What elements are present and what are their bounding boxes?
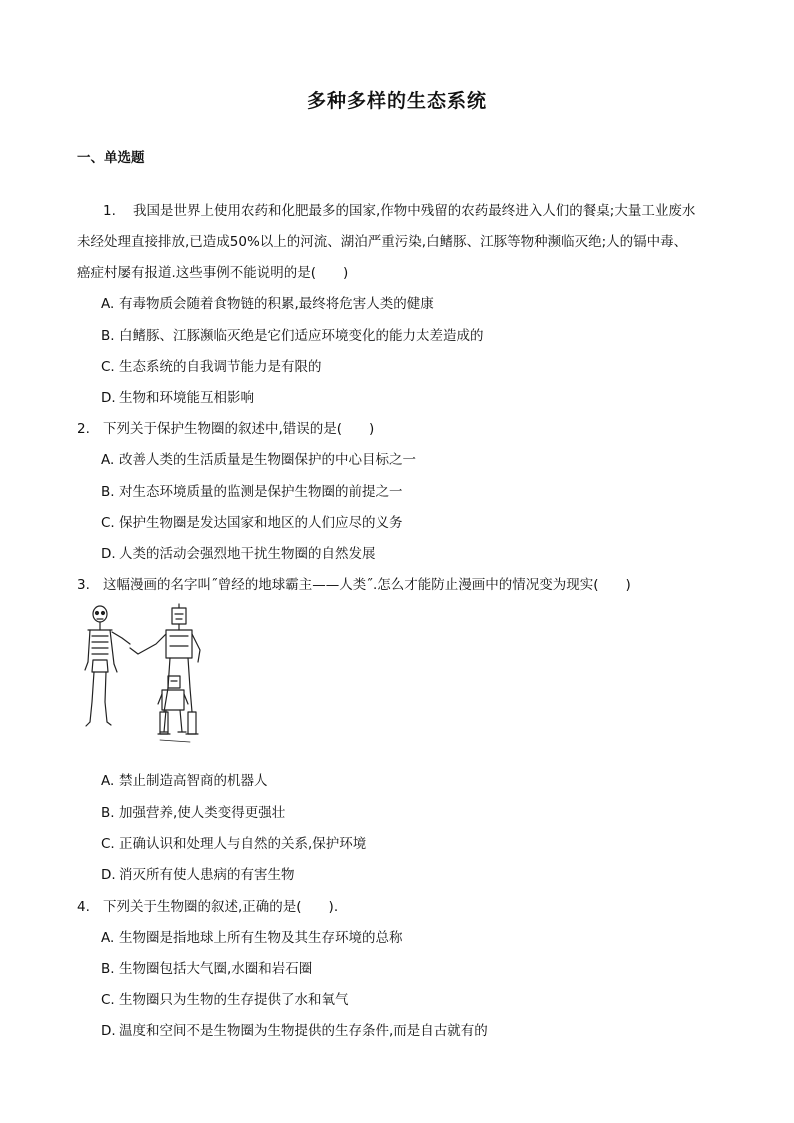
question-4-stem: 4. 下列关于生物圈的叙述,正确的是( ). [77,899,339,915]
question-4-option-d: D. 温度和空间不是生物圈为生物提供的生存条件,而是自古就有的 [101,1023,488,1039]
question-3-option-c: C. 正确认识和处理人与自然的关系,保护环境 [101,836,367,852]
question-1-option-c: C. 生态系统的自我调节能力是有限的 [101,359,322,375]
question-1-line-3: 癌症村屡有报道.这些事例不能说明的是( ) [77,265,349,281]
question-4-number: 4. [77,899,90,915]
question-2-option-d: D. 人类的活动会强烈地干扰生物圈的自然发展 [101,546,376,562]
question-3-option-b: B. 加强营养,使人类变得更强壮 [101,805,286,821]
page-title: 多种多样的生态系统 [306,90,487,112]
question-3-option-d: D. 消灭所有使人患病的有害生物 [101,867,295,883]
section-heading: 一、单选题 [77,150,145,166]
question-2-number: 2. [77,421,90,437]
question-1-option-d: D. 生物和环境能互相影响 [101,390,254,406]
question-1-line-2: 未经处理直接排放,已造成50%以上的河流、湖泊严重污染,白鳍豚、江豚等物种濒临灭绝;人的镉中毒、 [77,234,688,250]
question-2-option-a: A. 改善人类的生活质量是生物圈保护的中心目标之一 [101,452,416,468]
question-3-stem: 3. 这幅漫画的名字叫˝曾经的地球霸主——人类˝.怎么才能防止漫画中的情况变为现实( ) [77,577,631,593]
question-4-option-a: A. 生物圈是指地球上所有生物及其生存环境的总称 [101,930,403,946]
question-1-number: 1. [103,203,116,219]
question-2-option-b: B. 对生态环境质量的监测是保护生物圈的前提之一 [101,484,403,500]
question-3-option-a: A. 禁止制造高智商的机器人 [101,773,268,789]
skeleton-figure [85,606,130,726]
question-4-option-c: C. 生物圈只为生物的生存提供了水和氧气 [101,992,349,1008]
question-2-option-c: C. 保护生物圈是发达国家和地区的人们应尽的义务 [101,515,403,531]
question-1-option-b: B. 白鳍豚、江豚濒临灭绝是它们适应环境变化的能力太差造成的 [101,328,484,344]
question-1-line-1: 1. 我国是世界上使用农药和化肥最多的国家,作物中残留的农药最终进入人们的餐桌;大量工业废水 [103,203,696,219]
question-2-stem: 2. 下列关于保护生物圈的叙述中,错误的是( ) [77,421,375,437]
question-1-option-a: A. 有毒物质会随着食物链的积累,最终将危害人类的健康 [101,296,434,312]
question-3-number: 3. [77,577,90,593]
cartoon-skeleton-and-robots [80,602,210,752]
question-4-option-b: B. 生物圈包括大气圈,水圈和岩石圈 [101,961,313,977]
small-robot-figure [158,676,190,742]
